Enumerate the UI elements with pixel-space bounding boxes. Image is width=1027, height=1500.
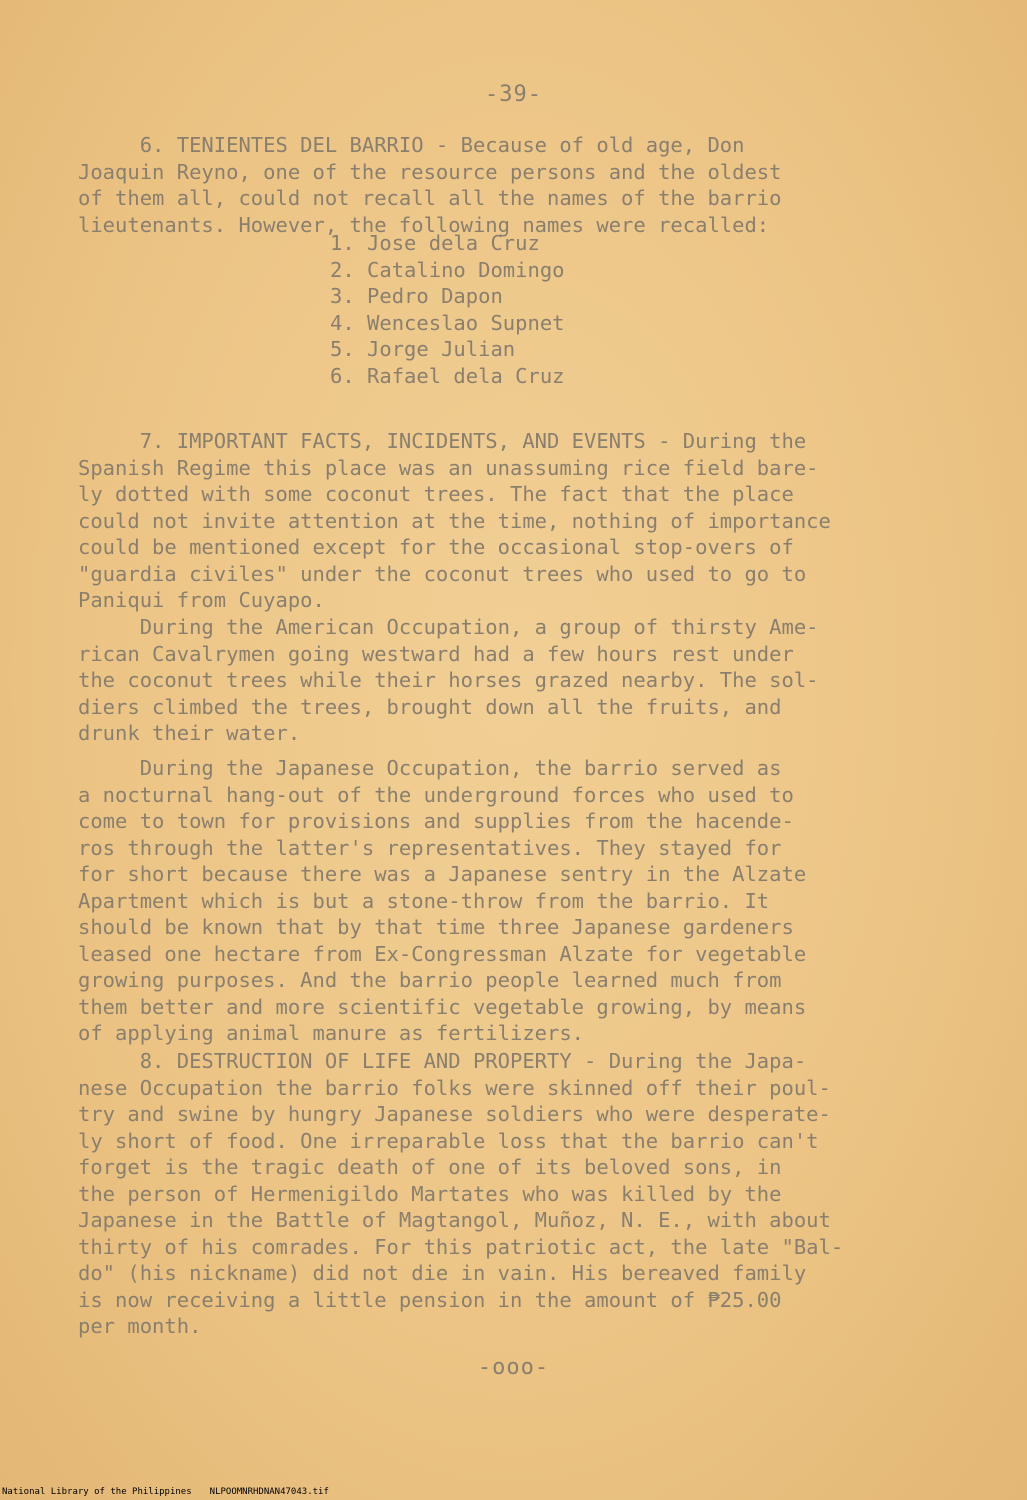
lieutenant-name-5: 5. Jorge Julian — [330, 337, 516, 361]
japanese-line-4: ros through the latter's representatives. They stayed for — [78, 835, 782, 860]
japanese-line-11: of applying animal manure as fertilizers. — [78, 1021, 585, 1045]
section-6-paragraph — [78, 132, 958, 238]
section-7-line-5: could be mentioned except for the occasional stop-overs of — [78, 535, 794, 559]
japanese-line-10: them better and more scientific vegetable growing, by means — [78, 994, 807, 1019]
lieutenant-name-2: 2. Catalino Domingo — [330, 257, 565, 282]
section-6-line-4: lieutenants. However, the following names were recalled: — [78, 212, 770, 237]
section-8-line-7: Japanese in the Battle of Magtangol, Muñoz, N. E., with about — [78, 1208, 831, 1232]
section-8-line-3: try and swine by hungry Japanese soldiers who were desperate- — [78, 1102, 831, 1126]
section-8-line-4: ly short of food. One irreparable loss that the barrio can't — [78, 1128, 819, 1153]
section-8-line-11: per month. — [78, 1314, 202, 1338]
lieutenant-name-3: 3. Pedro Dapon — [330, 284, 503, 308]
section-7-line-4: could not invite attention at the time, nothing of importance — [78, 508, 831, 533]
japanese-line-9: growing purposes. And the barrio people learned much from — [78, 968, 782, 992]
page-number: -39- — [485, 82, 542, 107]
japanese-line-6: Apartment which is but a stone-throw from the barrio. It — [78, 888, 770, 913]
american-line-4: diers climbed the trees, brought down all the fruits, and — [78, 694, 782, 719]
section-7-line-6: "guardia civiles" under the coconut trees who used to go to — [78, 561, 807, 586]
japanese-line-1: During the Japanese Occupation, the barrio served as — [78, 756, 782, 780]
section-7-line-7: Paniqui from Cuyapo. — [78, 588, 325, 612]
section-8-line-10: is now receiving a little pension in the amount of ₱25.00 — [78, 1287, 782, 1312]
section-8-line-6: the person of Hermenigildo Martates who was killed by the — [78, 1181, 782, 1206]
section-8-line-9: do" (his nickname) did not die in vain. His bereaved family — [78, 1261, 807, 1285]
section-7-line-3: ly dotted with some coconut trees. The fact that the place — [78, 482, 794, 506]
american-occupation-paragraph — [78, 614, 958, 747]
japanese-line-3: come to town for provisions and supplies from the hacende- — [78, 809, 794, 833]
japanese-line-7: should be known that by that time three Japanese gardeners — [78, 915, 794, 939]
japanese-occupation-paragraph — [78, 755, 958, 1047]
end-mark: -ooo- — [477, 1355, 550, 1380]
american-line-3: the coconut trees while their horses grazed nearby. The sol- — [78, 668, 819, 692]
section-6-line-3: of them all, could not recall all the names of the barrio — [78, 186, 782, 210]
section-8-line-5: forget is the tragic death of one of its beloved sons, in — [78, 1155, 782, 1179]
japanese-line-2: a nocturnal hang-out of the underground forces who used to — [78, 782, 794, 807]
section-8-line-1: 8. DESTRUCTION OF LIFE AND PROPERTY - During the Japa- — [78, 1049, 807, 1073]
file-name: NLPOOMNRHDNAN47043.tif — [209, 1487, 329, 1497]
section-8-line-2: nese Occupation the barrio folks were skinned off their poul- — [78, 1075, 831, 1100]
scan-footer — [2, 1487, 347, 1498]
japanese-line-8: leased one hectare from Ex-Congressman Alzate for vegetable — [78, 941, 807, 966]
section-8-paragraph — [78, 1048, 958, 1340]
american-line-5: drunk their water. — [78, 721, 301, 745]
section-7-line-2: Spanish Regime this place was an unassuming rice field bare- — [78, 455, 819, 480]
american-line-1: During the American Occupation, a group of thirsty Ame- — [78, 615, 819, 639]
section-6-line-1: 6. TENIENTES DEL BARRIO - Because of old age, Don — [78, 133, 745, 157]
lieutenant-name-4: 4. Wenceslao Supnet — [330, 310, 565, 335]
lieutenant-names-list — [330, 230, 730, 389]
lieutenant-name-1: 1. Jose dela Cruz — [330, 231, 540, 255]
lieutenant-name-6: 6. Rafael dela Cruz — [330, 363, 565, 388]
section-7-line-1: 7. IMPORTANT FACTS, INCIDENTS, AND EVENTS - During the — [78, 429, 807, 453]
section-7-paragraph — [78, 428, 958, 614]
section-6-line-2: Joaquin Reyno, one of the resource persons and the oldest — [78, 159, 782, 184]
section-8-line-8: thirty of his comrades. For this patriotic act, the late "Bal- — [78, 1234, 844, 1259]
american-line-2: rican Cavalrymen going westward had a few hours rest under — [78, 641, 794, 666]
japanese-line-5: for short because there was a Japanese sentry in the Alzate — [78, 862, 807, 886]
library-name: National Library of the Philippines — [2, 1487, 192, 1497]
